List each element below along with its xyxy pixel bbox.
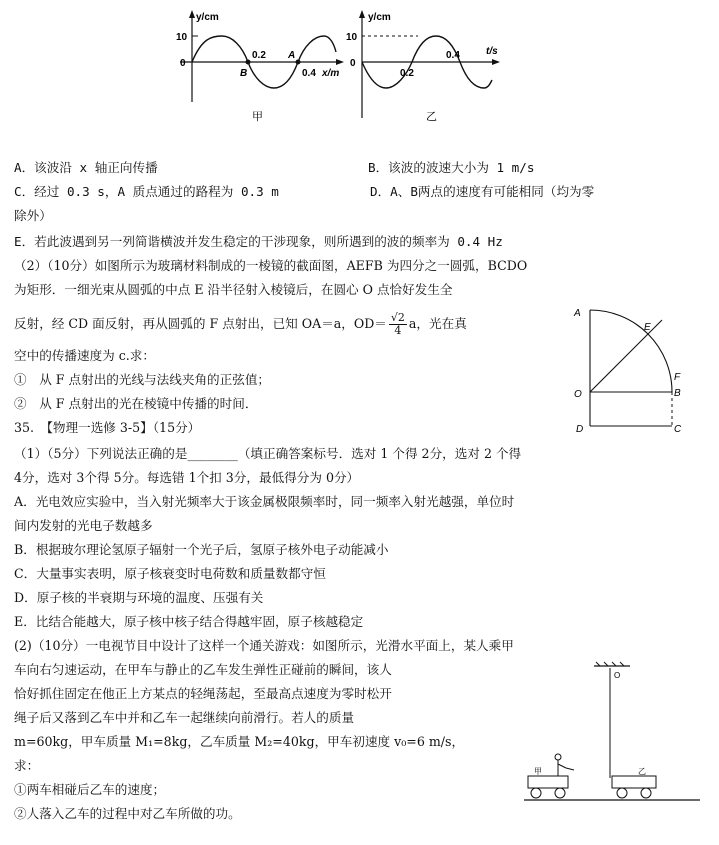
- q35-part2-line6: 求：: [14, 758, 40, 773]
- q35-part2-line2: 车向右匀速运动，在甲车与静止的乙车发生弹性正碰前的瞬间，该人: [14, 662, 392, 677]
- svg-text:0: 0: [350, 58, 356, 69]
- q34-part2-line2: 为矩形．一细光束从圆弧的中点 E 沿半径射入棱镜后，在圆心 O 点恰好发生全: [14, 282, 453, 297]
- fraction-root2-over-4: $\frac{√2}{4}$: [390, 311, 405, 337]
- q35-option-c: C．大量事实表明，原子核衰变时电荷数和质量数都守恒: [14, 566, 326, 581]
- q34-option-e: E．若此波遇到另一列简谐横波并发生稳定的干涉现象，则所遇到的波的频率为 0.4 Hz: [14, 234, 503, 249]
- svg-text:D: D: [576, 424, 584, 435]
- q35-sub2: ②人落入乙车的过程中对乙车所做的功。: [14, 806, 241, 821]
- prism-figure: [566, 300, 686, 436]
- svg-text:F: F: [674, 372, 681, 383]
- q34-part2-line4: 空中的传播速度为 c.求：: [14, 348, 155, 363]
- wave-graph-jia: [170, 6, 350, 126]
- q35-option-d: D．原子核的半衰期与环境的温度、压强有关: [14, 590, 264, 605]
- cart-yi: [612, 776, 656, 788]
- q35-option-e: E．比结合能越大，原子核中核子结合得越牢固，原子核越稳定: [14, 614, 364, 629]
- svg-text:C: C: [674, 424, 682, 435]
- svg-text:0.4: 0.4: [446, 50, 460, 61]
- label-b: B: [240, 68, 248, 79]
- y-label-jia: y/cm: [196, 12, 219, 23]
- q35-part1-line2: 4分，选对 3个得 5分。每选错 1个扣 3分，最低得分为 0分）: [14, 470, 360, 485]
- svg-text:E: E: [644, 322, 651, 333]
- q34-option-a: A．该波沿 x 轴正向传播: [14, 160, 158, 175]
- cart-yi-label: 乙: [638, 767, 646, 776]
- q35-part2-line1: (2)（10分）一电视节目中设计了这样一个通关游戏：如图所示，光滑水平面上，某人乘甲: [14, 638, 514, 653]
- svg-text:0.2: 0.2: [400, 68, 414, 79]
- svg-text:10: 10: [176, 32, 188, 43]
- light-ray: [590, 328, 654, 392]
- y-label-yi: y/cm: [368, 12, 391, 23]
- svg-text:10: 10: [346, 32, 358, 43]
- q35-part2-line3: 恰好抓住固定在他正上方某点的轻绳荡起，至最高点速度为零时松开: [14, 686, 392, 701]
- vibration-graph-yi: [340, 6, 520, 126]
- q35-title: 35. 【物理一选修 3-5】（15分）: [14, 420, 201, 435]
- carts-figure: [510, 660, 710, 810]
- point-a-dot: [296, 60, 301, 65]
- svg-text:B: B: [674, 388, 681, 399]
- svg-text:A: A: [574, 308, 581, 319]
- q34-option-c: C．经过 0.3 s，A 质点通过的路程为 0.3 m: [14, 184, 279, 199]
- cart-jia-label: 甲: [534, 767, 542, 776]
- q34-part2-line1: （2）（10分）如图所示为玻璃材料制成的一棱镜的截面图，AEFB 为四分之一圆弧，BCDO: [14, 258, 528, 273]
- q34-option-b: B．该波的波速大小为 1 m/s: [368, 160, 535, 175]
- q35-option-b: B．根据玻尔理论氢原子辐射一个光子后，氢原子核外电子动能减小: [14, 542, 389, 557]
- pivot-label: O: [614, 671, 621, 680]
- q34-sub1: ① 从 F 点射出的光线与法线夹角的正弦值；: [14, 372, 271, 387]
- q35-part1-line1: （1）（5分）下列说法正确的是________（填正确答案标号．选对 1 个得 2分，选对 2 个得: [14, 446, 522, 461]
- t-label-yi: t/s: [486, 46, 498, 57]
- q34-option-d-cont: 除外）: [14, 208, 52, 223]
- q35-option-a-cont: 间内发射的光电子数越多: [14, 518, 153, 533]
- svg-text:0.4: 0.4: [302, 68, 316, 79]
- caption-jia: 甲: [252, 111, 263, 123]
- q35-sub1: ①两车相碰后乙车的速度；: [14, 782, 166, 797]
- svg-text:0: 0: [180, 58, 186, 69]
- svg-text:0.2: 0.2: [252, 50, 266, 61]
- caption-yi: 乙: [426, 111, 437, 123]
- label-a: A: [288, 50, 296, 61]
- q34-part2-line3: 反射，经 CD 面反射，再从圆弧的 F 点射出，已知 OA＝a，OD＝ $\frac{√2}{4}$ a，光在真: [14, 311, 467, 337]
- q35-part2-line4: 绳子后又落到乙车中并和乙车一起继续向前滑行。若人的质量: [14, 710, 355, 725]
- point-b-dot: [246, 60, 251, 65]
- q34-sub2: ② 从 F 点射出的光在棱镜中传播的时间．: [14, 396, 258, 411]
- cart-jia: [528, 776, 568, 788]
- q34-option-d: D．A、B两点的速度有可能相同（均为零: [370, 184, 595, 199]
- x-label-jia: x/m: [322, 68, 340, 79]
- q35-option-a: A．光电效应实验中，当入射光频率大于该金属极限频率时，同一频率入射光越强，单位时: [14, 494, 515, 509]
- svg-text:O: O: [574, 389, 582, 400]
- q35-part2-line5: m=60kg，甲车质量 M₁=8kg，乙车质量 M₂=40kg，甲车初速度 v₀=6 m/s，: [14, 734, 465, 749]
